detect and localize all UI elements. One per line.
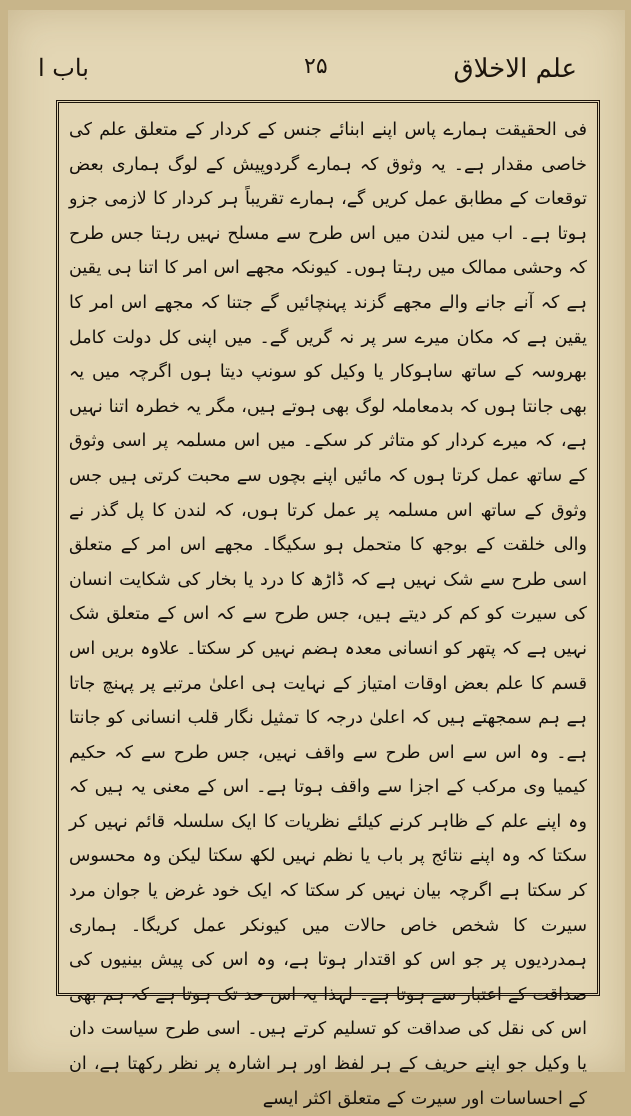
book-page — [8, 10, 625, 1109]
body-paragraph: فی الحقیقت ہمارے پاس اپنے ابنائے جنس کے کردار کے متعلق علم کی خاصی مقدار ہے۔ یہ وثوق کہ ہمارے گردوپیش کے لوگ ہماری بعض توقعات کے مطابق عمل کریں گے، ہمارے تقریباً ہر کردار کا لازمی جزو ہوتا ہے۔ اب میں لندن میں اس طرح سے مسلح نہیں رہتا جس طرح کہ وحشی ممالک میں رہتا ہوں۔ کیونکہ مجھے اس امر کا اتنا ہی یقین ہے کہ آنے جانے والے مجھے گزند پہنچائیں گے جتنا کہ مجھے اس امر کا یقین ہے کہ مکان میرے سر پر نہ گریں گے۔ میں اپنی کل دولت کامل بھروسہ کے ساتھ ساہوکار یا وکیل کو سونپ دیتا ہوں اگرچہ میں یہ بھی جانتا ہوں کہ بدمعاملہ لوگ بھی ہوتے ہیں، مگر یہ خطرہ اتنا نہیں ہے، کہ میرے کردار کو متاثر کر سکے۔ میں اس مسلمہ پر اسی وثوق کے ساتھ عمل کرتا ہوں کہ مائیں اپنے بچوں سے محبت کرتی ہیں جس وثوق کے ساتھ اس مسلمہ پر عمل کرتا ہوں، کہ لندن کا پل گذر نے والی خلقت کے بوجھ کا متحمل ہو سکیگا۔ مجھے اس امر کے متعلق اسی طرح سے شک نہیں ہے کہ ڈاڑھ کا درد یا بخار کی شکایت انسان کی سیرت کو کم کر دیتے ہیں، جس طرح سے کہ اس کے متعلق شک نہیں ہے کہ پتھر کو انسانی معدہ ہضم نہیں کر سکتا۔ علاوہ بریں اس قسم کا علم بعض اوقات امتیاز کے نہایت ہی اعلیٰ مرتبے پر پہنچ جاتا ہے ہم سمجھتے ہیں کہ اعلیٰ درجہ کا تمثیل نگار قلب انسانی کو جانتا ہے۔ وہ اس سے اس طرح سے واقف نہیں، جس طرح سے کہ حکیم کیمیا وی مرکب کے اجزا سے واقف ہوتا ہے۔ اس کے معنی یہ ہیں کہ وہ اپنے علم کے ظاہر کرنے کیلئے نظریات کا ایک سلسلہ قائم نہیں کر سکتا کہ وہ اپنے نتائج پر باب یا نظم نہیں لکھ سکتا لیکن وہ محسوس کر سکتا ہے اگرچہ بیان نہیں کر سکتا کہ ایک خود غرض یا جوان مرد سیرت کا شخص خاص حالات میں کیونکر عمل کریگا۔ ہماری ہمدردیوں پر جو اس کو اقتدار ہوتا ہے، وہ اس کی پیش بینیوں کی صداقت کے اعتبار سے ہوتا ہے۔ لہذا یہ اس حد تک ہوتا ہے کہ ہم بھی اس کی نقل کی صداقت کو تسلیم کرتے ہیں۔ اسی طرح سیاست دان یا وکیل جو اپنے حریف کے ہر لفظ اور ہر اشارہ پر نظر رکھتا ہے، ان کے احساسات اور سیرت کے متعلق اکثر ایسے — [69, 120, 587, 1109]
book-title: علم الاخلاق — [453, 54, 577, 84]
page-header — [8, 50, 625, 100]
chapter-label: باب ا — [38, 54, 89, 82]
page-number: ۲۵ — [304, 54, 328, 79]
text-frame — [56, 100, 600, 1109]
